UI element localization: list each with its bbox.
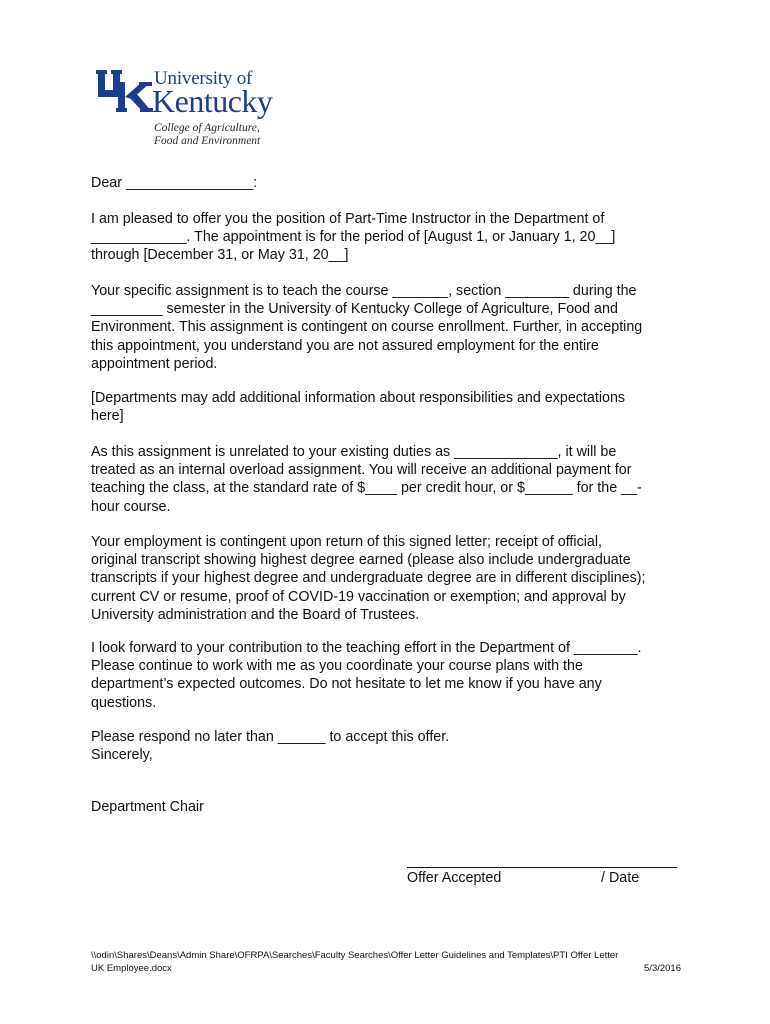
logo-college-line1: College of Agriculture, [154,122,260,134]
salutation: Dear ________________: [91,175,258,191]
logo-kentucky: Kentucky [152,83,273,119]
signature-department-chair: Department Chair [91,799,204,815]
paragraph-overload: As this assignment is unrelated to your existing duties as _____________, it will be treated as an internal overload assignment. You will receive an additional payment for teaching the class, at the standard rate of $____ per credit hour, or $______ for the __- hour course. [91,444,642,515]
paragraph-offer: I am pleased to offer you the position of Part-Time Instructor in the Department of ____________. The appointment is for the period of [August 1, or January 1, 20__] through [December 31, or May 31, 20__] [91,211,616,264]
footer-filename: UK Employee.docx [91,963,172,974]
offer-accepted-label: Offer Accepted [407,870,502,886]
footer [91,949,681,975]
logo-university-of: University of [154,68,253,89]
footer-row [91,962,681,975]
university-logo [96,66,306,152]
uk-mark-icon [96,66,154,114]
footer-date: 5/3/2016 [644,963,681,974]
offer-date-label: / Date [601,870,640,886]
paragraph-contribution: I look forward to your contribution to the teaching effort in the Department of ________. Please continue to work with me as you coordinate your course plans with the department’s expected outcomes. Do not hesitate to let me know if you have any questions. [91,640,642,711]
logo-college [154,122,260,148]
footer-path: \\odin\Shares\Deans\Admin Share\OFRPA\Searches\Faculty Searches\Offer Letter Guidelines and Templates\PTI Offer Letter [91,950,619,961]
signature-line [407,867,677,868]
paragraph-respond: Please respond no later than ______ to accept this offer. Sincerely, [91,729,450,764]
paragraph-contingency: Your employment is contingent upon return of this signed letter; receipt of official, original transcript showing highest degree earned (please also include undergraduate transcripts if your highest degree and undergraduate degree are in different disciplines); current CV or resume, proof of COVID-19 vaccination or exemption; and approval by University administration and the Board of Trustees. [91,534,646,623]
paragraph-assignment: Your specific assignment is to teach the course _______, section ________ during the _________ semester in the University of Kentucky College of Agriculture, Food and Environment. This assignment is contingent on course enrollment. Further, in accepting this appointment, you understand you are not assured employment for the entire appointment period. [91,283,643,372]
logo-college-line2: Food and Environment [154,135,261,147]
paragraph-department-info: [Departments may add additional information about responsibilities and expectations here] [91,390,626,425]
